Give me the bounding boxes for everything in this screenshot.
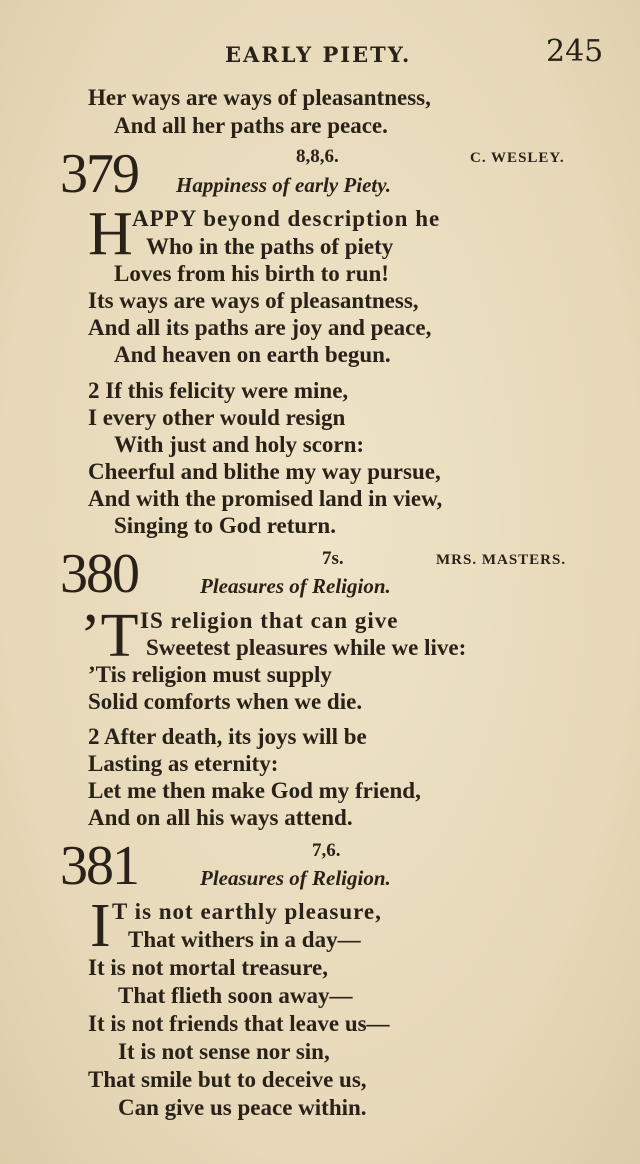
verse-line: It is not friends that leave us— — [88, 1011, 390, 1036]
hymn-title: Happiness of early Piety. — [176, 173, 392, 197]
running-title: EARLY PIETY. — [225, 42, 412, 67]
verse-line: Solid comforts when we die. — [88, 689, 363, 714]
verse-line: With just and holy scorn: — [114, 432, 365, 457]
verse-line: Sweetest pleasures while we live: — [146, 635, 467, 660]
verse-line: Who in the paths of piety — [146, 234, 394, 259]
verse-line: That smile but to deceive us, — [88, 1067, 367, 1092]
hymn-meter: 8,8,6. — [296, 146, 339, 167]
verse-line: 2 After death, its joys will be — [88, 724, 367, 749]
verse-line: It is not sense nor sin, — [118, 1039, 330, 1064]
verse-line: Its ways are ways of pleasantness, — [88, 288, 419, 313]
hymn-author: C. WESLEY. — [470, 150, 565, 166]
hymn-number: 381 — [60, 835, 138, 897]
verse-line: And heaven on earth begun. — [114, 342, 391, 367]
verse-line: That withers in a day— — [128, 927, 361, 952]
continuation-line: Her ways are ways of pleasantness, — [88, 85, 431, 110]
verse-line: And with the promised land in view, — [88, 486, 443, 511]
hymn-title: Pleasures of Religion. — [200, 866, 391, 890]
verse-line: That flieth soon away— — [118, 983, 353, 1008]
hymn-number: 380 — [60, 543, 138, 605]
verse-line: I every other would resign — [88, 405, 346, 430]
page-number: 245 — [546, 34, 604, 69]
verse-line: Cheerful and blithe my way pursue, — [88, 459, 441, 484]
verse-line: Let me then make God my friend, — [88, 778, 421, 803]
page-header — [0, 34, 640, 74]
hymn-title: Pleasures of Religion. — [200, 574, 391, 598]
continuation-line: And all her paths are peace. — [114, 113, 388, 138]
verse-line: It is not mortal treasure, — [88, 955, 328, 980]
verse-line: And on all his ways attend. — [88, 805, 353, 830]
hymn-meter: 7,6. — [312, 840, 341, 861]
verse-line: Lasting as eternity: — [88, 751, 279, 776]
verse-line: IS religion that can give — [140, 608, 399, 633]
hymn-number: 379 — [60, 143, 138, 205]
verse-line: Singing to God return. — [114, 513, 336, 538]
verse-line: Can give us peace within. — [118, 1095, 367, 1120]
drop-cap: H — [88, 200, 133, 268]
drop-cap: I — [90, 892, 111, 960]
verse-line: And all its paths are joy and peace, — [88, 315, 432, 340]
verse-line: 2 If this felicity were mine, — [88, 378, 349, 403]
verse-line: ’Tis religion must supply — [88, 662, 332, 687]
drop-cap: ’T — [80, 602, 139, 670]
verse-line: T is not earthly pleasure, — [112, 899, 382, 924]
verse-line: Loves from his birth to run! — [114, 261, 389, 286]
hymn-meter: 7s. — [322, 548, 344, 569]
verse-line: APPY beyond description he — [132, 206, 441, 231]
hymn-author: MRS. MASTERS. — [436, 552, 567, 568]
